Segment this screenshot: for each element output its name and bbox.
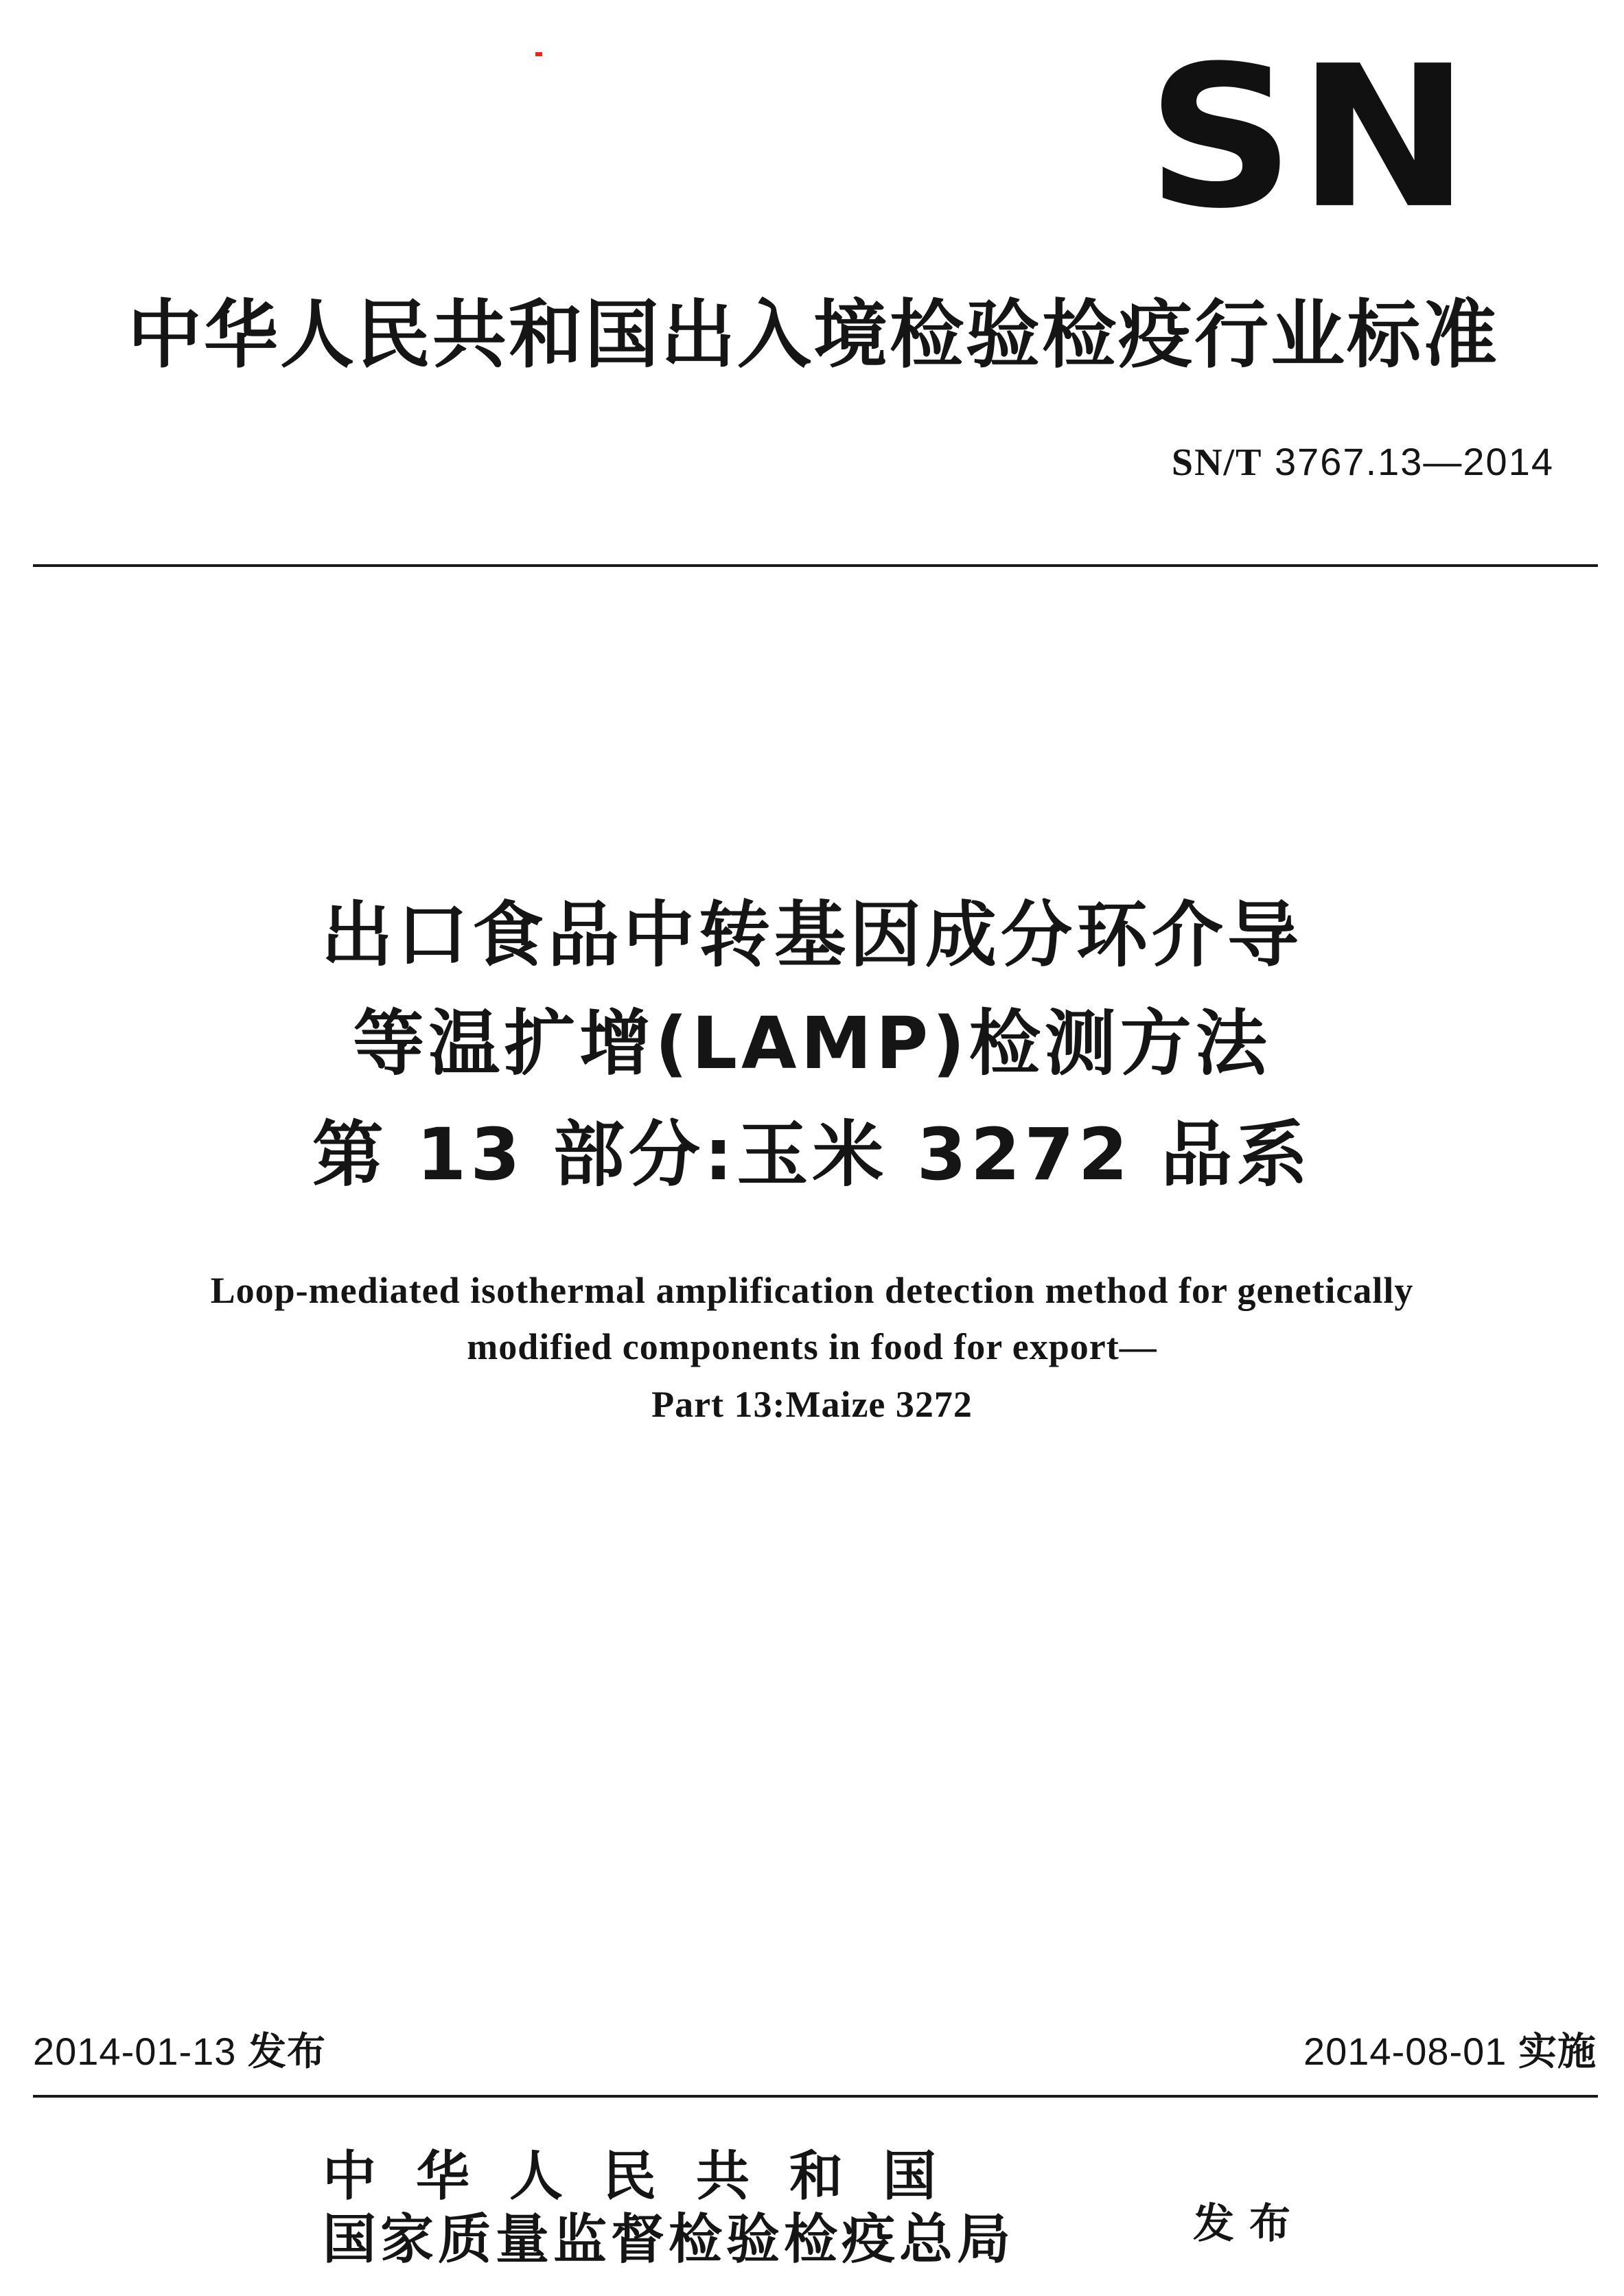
issue-date bbox=[33, 2021, 326, 2076]
issuer-country: 中华人民共和国 bbox=[323, 2145, 977, 2207]
standard-number bbox=[1172, 439, 1554, 485]
red-dot-mark bbox=[535, 52, 542, 56]
english-title-line-3: Part 13:Maize 3272 bbox=[651, 1384, 973, 1425]
issuer-action-label: 发布 bbox=[1193, 2200, 1306, 2248]
top-divider bbox=[33, 564, 1598, 567]
issue-date-value: 2014-01-13 bbox=[33, 2030, 237, 2073]
english-title-line-2: modified components in food for export— bbox=[467, 1326, 1157, 1367]
sn-logo: SN bbox=[1146, 23, 1473, 252]
english-title-line-1: Loop-mediated isothermal amplification detection method for genetically bbox=[210, 1270, 1414, 1311]
implement-date bbox=[1303, 2021, 1597, 2076]
chinese-title-line-3: 第 13 部分:玉米 3272 品系 bbox=[312, 1113, 1312, 1196]
issuer-agency: 国家质量监督检验检疫总局 bbox=[323, 2208, 1015, 2271]
bottom-divider bbox=[33, 2095, 1598, 2098]
standard-number-value: 3767.13—2014 bbox=[1274, 440, 1554, 483]
organization-title: 中华人民共和国出入境检验检疫行业标准 bbox=[127, 292, 1499, 378]
issuer-block bbox=[323, 2145, 1146, 2272]
implement-date-value: 2014-08-01 bbox=[1303, 2030, 1507, 2073]
standard-number-prefix: SN/T bbox=[1171, 441, 1263, 484]
issue-date-label: 发布 bbox=[248, 2030, 327, 2074]
chinese-title-line-1: 出口食品中转基因成分环介导 bbox=[321, 893, 1303, 977]
implement-date-label: 实施 bbox=[1518, 2030, 1597, 2074]
chinese-title-line-2: 等温扩增(LAMP)检测方法 bbox=[353, 1001, 1271, 1085]
